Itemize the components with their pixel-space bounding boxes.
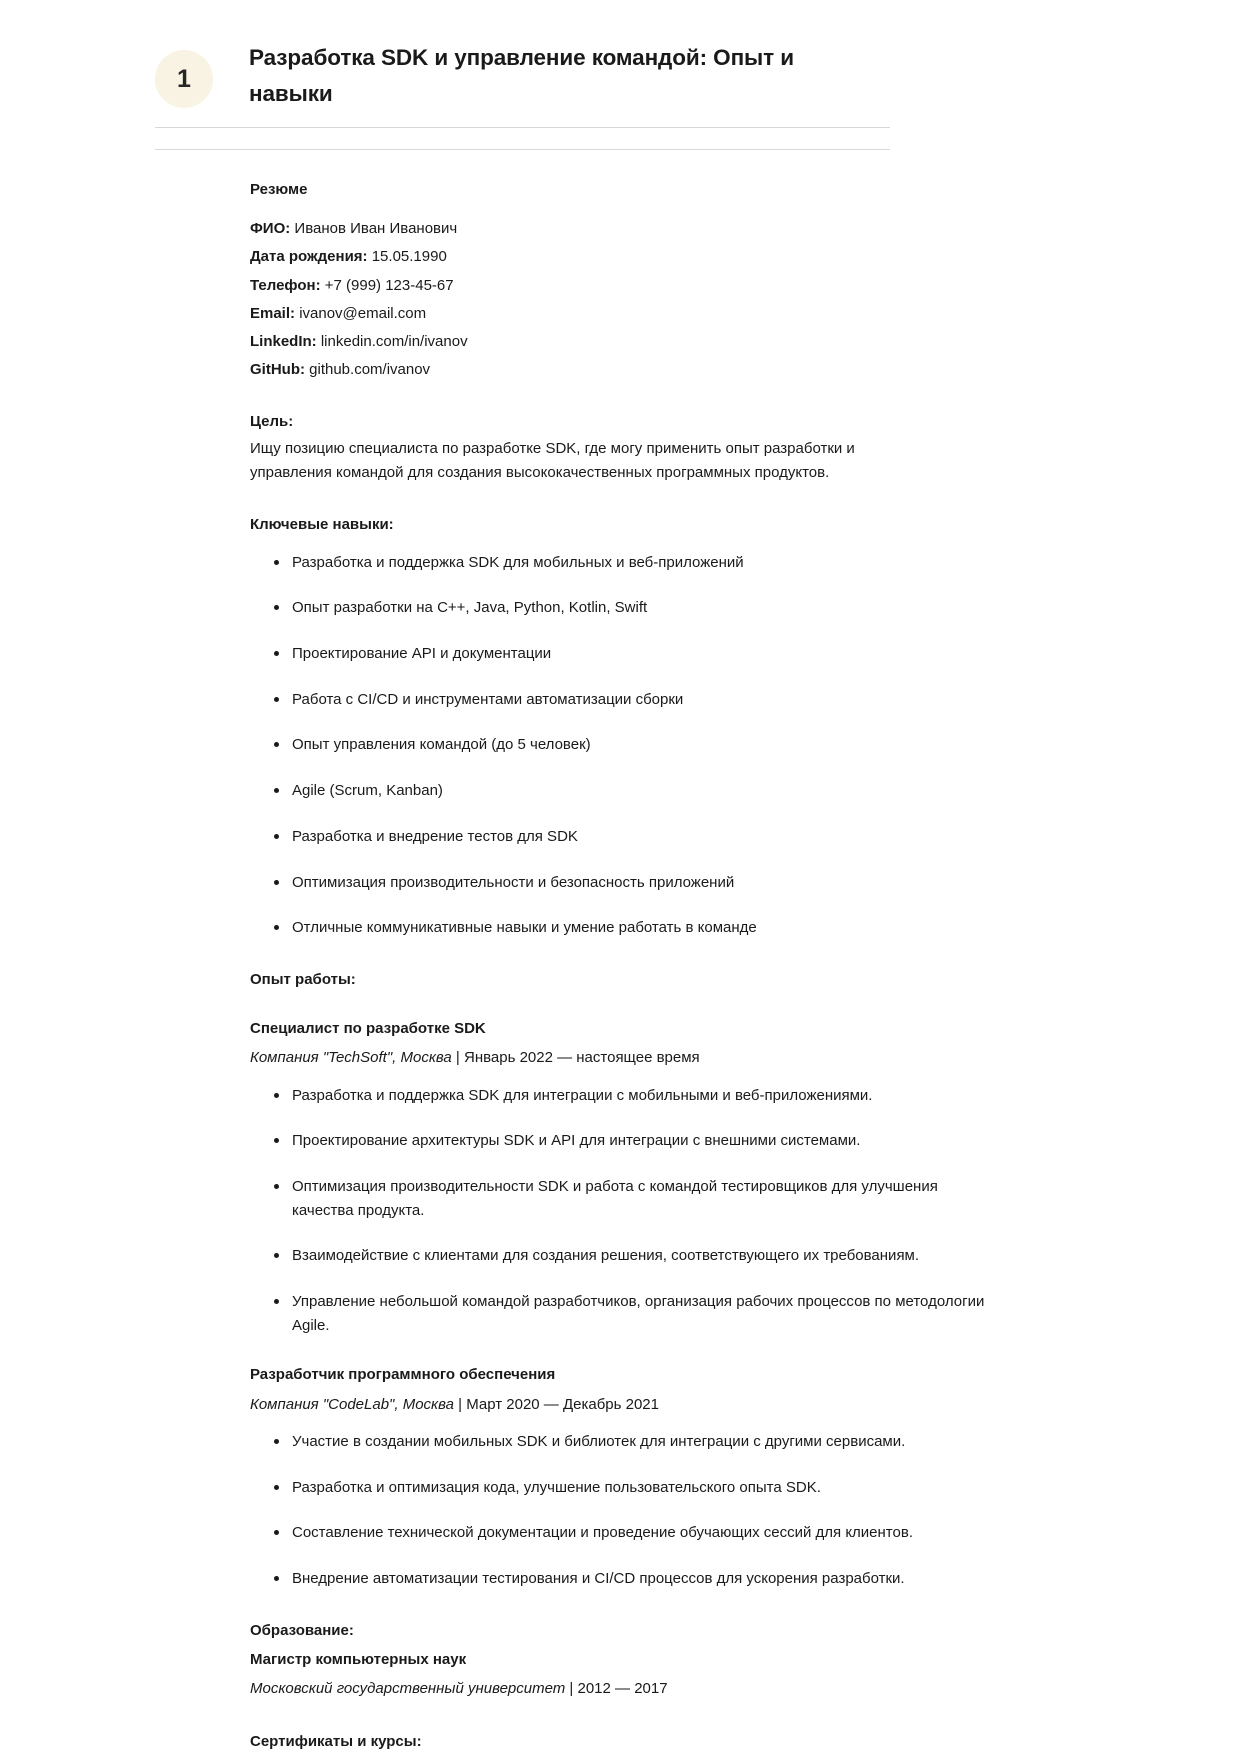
job-company: Компания "CodeLab", Москва <box>250 1395 454 1413</box>
education-label: Образование: <box>250 1621 354 1639</box>
list-item: Разработка и внедрение тестов для SDK <box>250 825 985 849</box>
list-item: Участие в создании мобильных SDK и библиотек для интеграции с другими сервисами. <box>250 1430 985 1454</box>
contact-label: GitHub: <box>250 361 305 379</box>
page-title: Разработка SDK и управление командой: Опыт и навыки <box>249 45 794 107</box>
list-item: Разработка и поддержка SDK для интеграции с мобильными и веб-приложениями. <box>250 1084 985 1108</box>
skills-label: Ключевые навыки: <box>250 516 394 534</box>
contact-label: Телефон: <box>250 276 321 294</box>
job-duties-list <box>250 1084 985 1338</box>
list-item: Разработка и оптимизация кода, улучшение пользовательского опыта SDK. <box>250 1476 985 1500</box>
list-item: Разработка и поддержка SDK для мобильных и веб-приложений <box>250 551 985 575</box>
list-item: Опыт управления командой (до 5 человек) <box>250 733 985 757</box>
job-position: Разработчик программного обеспечения <box>250 1366 556 1384</box>
education-school: Московский государственный университет <box>250 1680 566 1698</box>
contact-label: Дата рождения: <box>250 248 368 266</box>
job-meta <box>250 1393 985 1416</box>
contact-value: linkedin.com/in/ivanov <box>320 333 468 351</box>
contact-label: Email: <box>250 304 296 322</box>
job-company: Компания "TechSoft", Москва <box>250 1049 452 1067</box>
objective-text: Ищу позицию специалиста по разработке SDK, где могу применить опыт разработки и управления командой для создания высококачественных программных продуктов. <box>250 439 855 482</box>
contact-value: github.com/ivanov <box>309 361 431 379</box>
list-item: Взаимодействие с клиентами для создания решения, соответствующего их требованиям. <box>250 1244 985 1268</box>
education-section <box>250 1619 985 1701</box>
list-item: Опыт разработки на C++, Java, Python, Kotlin, Swift <box>250 596 985 620</box>
list-item: Работа с CI/CD и инструментами автоматизации сборки <box>250 688 985 712</box>
skills-list <box>250 551 985 940</box>
contact-row <box>250 302 985 325</box>
document-header <box>155 40 985 127</box>
contact-value: ivanov@email.com <box>299 304 427 322</box>
list-item: Agile (Scrum, Kanban) <box>250 779 985 803</box>
job-duties-list <box>250 1430 985 1591</box>
contact-row <box>250 217 985 240</box>
education-degree: Магистр компьютерных наук <box>250 1650 467 1668</box>
list-item: Отличные коммуникативные навыки и умение работать в команде <box>250 916 985 940</box>
objective-section <box>250 410 985 486</box>
objective-label: Цель: <box>250 412 294 430</box>
job-position: Специалист по разработке SDK <box>250 1020 486 1038</box>
skills-section <box>250 513 985 939</box>
list-item: Оптимизация производительности и безопасность приложений <box>250 871 985 895</box>
experience-section <box>250 968 985 1591</box>
contact-label: LinkedIn: <box>250 333 317 351</box>
section-number-badge: 1 <box>155 50 213 108</box>
contact-row <box>250 358 985 381</box>
contact-row <box>250 245 985 268</box>
document-body <box>177 40 985 1754</box>
header-divider <box>155 127 890 128</box>
job-period: | Март 2020 — Декабрь 2021 <box>453 1395 659 1413</box>
contact-row <box>250 274 985 297</box>
resume-heading: Резюме <box>250 180 308 198</box>
job-meta <box>250 1046 985 1069</box>
list-item: Проектирование архитектуры SDK и API для интеграции с внешними системами. <box>250 1129 985 1153</box>
experience-entry <box>250 1363 985 1590</box>
job-period: | Январь 2022 — настоящее время <box>451 1049 700 1067</box>
contact-value: 15.05.1990 <box>371 248 447 266</box>
contact-block <box>250 217 985 382</box>
contact-value: +7 (999) 123-45-67 <box>324 276 454 294</box>
experience-label: Опыт работы: <box>250 970 356 988</box>
education-meta <box>250 1677 985 1700</box>
education-period: | 2012 — 2017 <box>565 1680 668 1698</box>
list-item: Управление небольшой командой разработчиков, организация рабочих процессов по методологии Agile. <box>250 1290 985 1337</box>
resume-content <box>250 150 985 1754</box>
certificates-label: Сертификаты и курсы: <box>250 1733 422 1751</box>
list-item: Составление технической документации и проведение обучающих сессий для клиентов. <box>250 1521 985 1545</box>
list-item: Проектирование API и документации <box>250 642 985 666</box>
list-item: Внедрение автоматизации тестирования и CI/CD процессов для ускорения разработки. <box>250 1567 985 1591</box>
experience-entry <box>250 1017 985 1337</box>
list-item: Оптимизация производительности SDK и работа с командой тестировщиков для улучшения качества продукта. <box>250 1175 985 1222</box>
contact-row <box>250 330 985 353</box>
contact-value: Иванов Иван Иванович <box>294 220 458 238</box>
contact-label: ФИО: <box>250 220 291 238</box>
